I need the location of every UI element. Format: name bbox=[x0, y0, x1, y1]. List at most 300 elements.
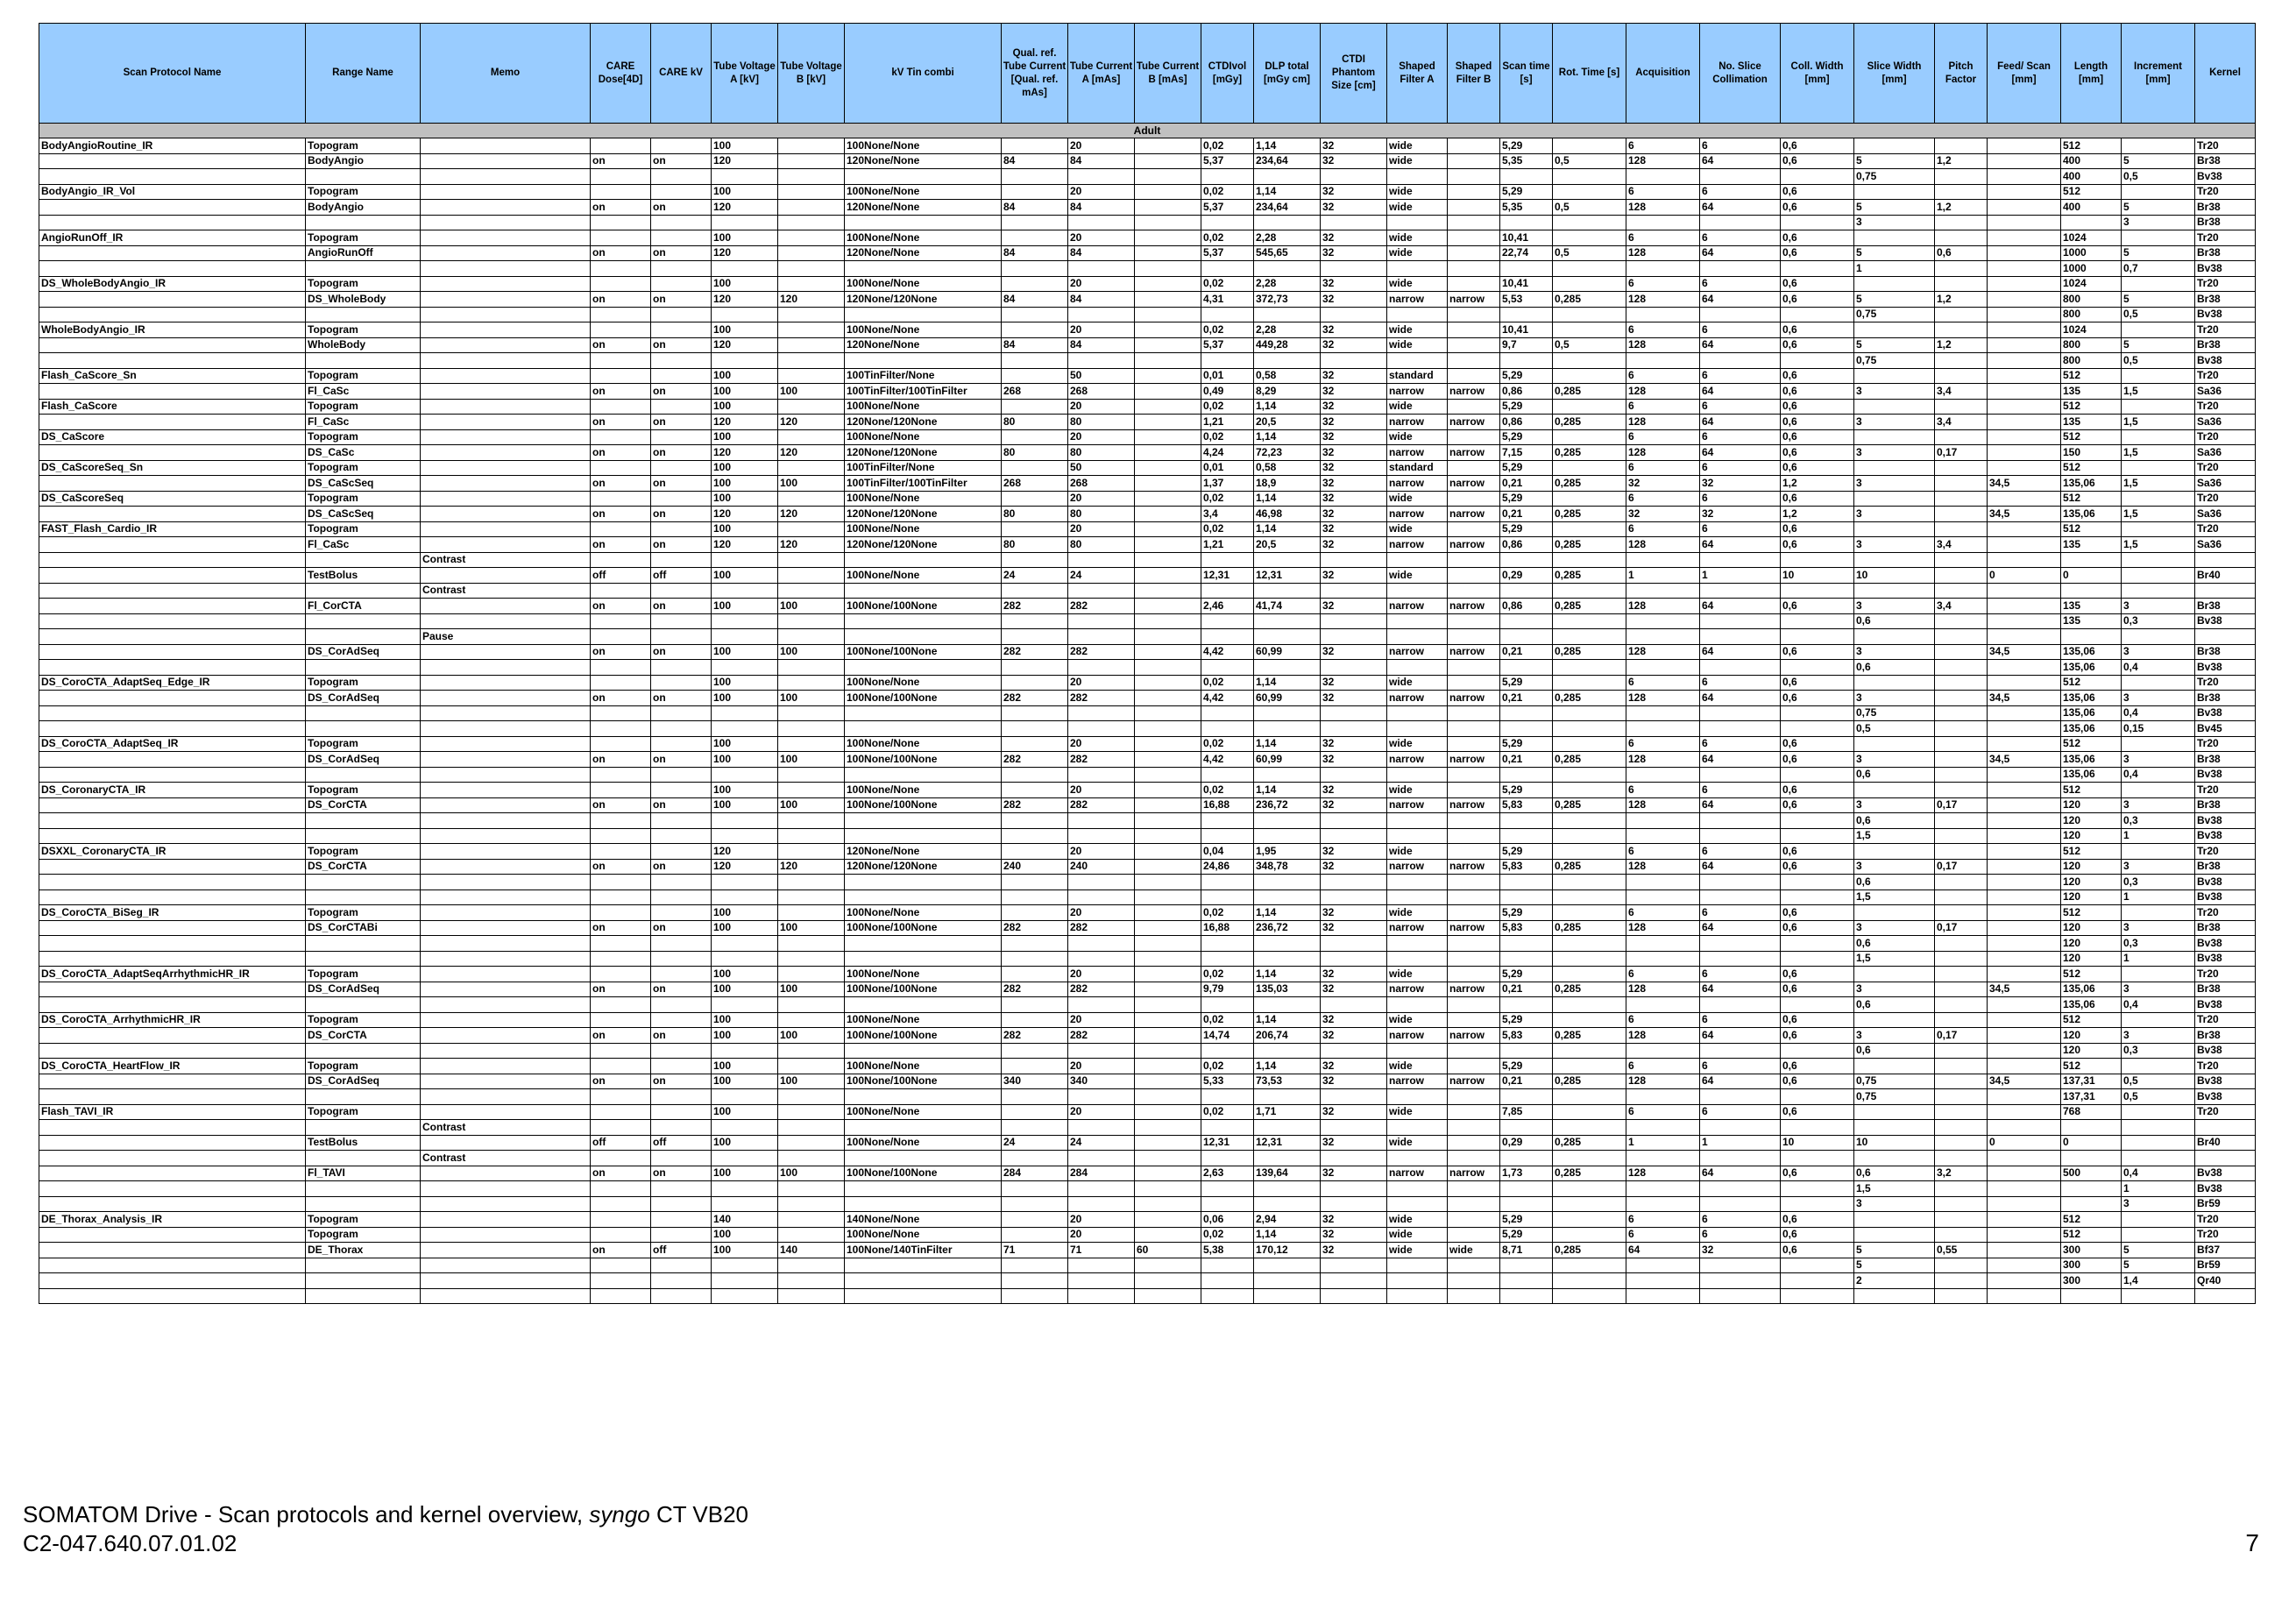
table-cell bbox=[1553, 1059, 1626, 1074]
column-header: Slice Width [mm] bbox=[1854, 24, 1935, 124]
table-cell: 6 bbox=[1700, 230, 1781, 246]
table-cell bbox=[1254, 721, 1321, 737]
table-cell: 100None/None bbox=[845, 967, 1002, 982]
table-cell: on bbox=[591, 1028, 651, 1044]
table-cell: 240 bbox=[1002, 859, 1068, 875]
table-cell: 1,14 bbox=[1254, 138, 1321, 154]
table-cell: 0,285 bbox=[1553, 476, 1626, 492]
table-cell bbox=[1781, 828, 1854, 844]
table-cell: 268 bbox=[1002, 384, 1068, 400]
table-cell bbox=[1068, 629, 1135, 645]
table-cell bbox=[845, 169, 1002, 185]
table-cell bbox=[421, 261, 591, 277]
table-cell: 64 bbox=[1700, 599, 1781, 614]
table-cell: Bv38 bbox=[2195, 936, 2256, 952]
table-cell: 6 bbox=[1626, 276, 1700, 292]
table-cell bbox=[651, 783, 712, 798]
table-cell: 6 bbox=[1700, 460, 1781, 476]
table-cell bbox=[306, 951, 421, 967]
table-cell: wide bbox=[1387, 736, 1448, 752]
table-cell: 6 bbox=[1626, 1059, 1700, 1074]
table-cell: DS_CorAdSeq bbox=[306, 1074, 421, 1089]
table-cell bbox=[1854, 1104, 1935, 1120]
table-cell: 120 bbox=[712, 415, 778, 430]
table-cell bbox=[1201, 828, 1254, 844]
table-cell bbox=[1135, 644, 1201, 660]
table-cell bbox=[591, 675, 651, 691]
table-cell: 120 bbox=[2061, 797, 2122, 813]
table-cell: 0,6 bbox=[1854, 875, 1935, 890]
table-cell bbox=[39, 1181, 306, 1197]
table-cell bbox=[1500, 613, 1553, 629]
table-cell: 32 bbox=[1321, 200, 1387, 216]
table-cell bbox=[306, 1273, 421, 1289]
table-cell: 0,285 bbox=[1553, 445, 1626, 461]
table-row bbox=[39, 169, 2256, 185]
table-cell bbox=[1068, 721, 1135, 737]
table-cell: on bbox=[591, 1166, 651, 1181]
table-cell: 32 bbox=[1321, 245, 1387, 261]
table-cell bbox=[1201, 169, 1254, 185]
table-cell: 100 bbox=[712, 1135, 778, 1151]
table-cell bbox=[39, 752, 306, 768]
table-row bbox=[39, 1181, 2256, 1197]
table-cell bbox=[1935, 828, 1988, 844]
table-cell: Bv38 bbox=[2195, 1074, 2256, 1089]
table-cell bbox=[1988, 583, 2061, 599]
table-cell bbox=[1321, 261, 1387, 277]
table-cell: 512 bbox=[2061, 184, 2122, 200]
table-cell: 24 bbox=[1068, 1135, 1135, 1151]
table-cell bbox=[2122, 429, 2195, 445]
table-cell: 1,5 bbox=[2122, 476, 2195, 492]
table-cell bbox=[1935, 1258, 1988, 1273]
table-cell bbox=[778, 261, 845, 277]
table-cell: 32 bbox=[1321, 797, 1387, 813]
table-cell: Tr20 bbox=[2195, 1212, 2256, 1228]
table-cell bbox=[1988, 1227, 2061, 1243]
table-cell bbox=[1002, 813, 1068, 829]
table-cell bbox=[1781, 215, 1854, 230]
table-cell: 100 bbox=[712, 783, 778, 798]
table-cell bbox=[1448, 813, 1500, 829]
table-cell bbox=[651, 1120, 712, 1136]
table-cell: 135,06 bbox=[2061, 644, 2122, 660]
table-cell: 0,02 bbox=[1201, 521, 1254, 537]
table-cell: Br38 bbox=[2195, 982, 2256, 997]
table-cell bbox=[1135, 445, 1201, 461]
table-cell bbox=[591, 322, 651, 338]
table-cell: Qr40 bbox=[2195, 1273, 2256, 1289]
table-cell bbox=[1254, 1288, 1321, 1304]
table-cell: DS_CorAdSeq bbox=[306, 982, 421, 997]
table-cell: narrow bbox=[1387, 476, 1448, 492]
table-cell bbox=[1988, 1012, 2061, 1028]
table-cell: 120 bbox=[2061, 875, 2122, 890]
table-cell: 32 bbox=[1626, 476, 1700, 492]
table-cell bbox=[591, 1043, 651, 1059]
table-cell: 0,285 bbox=[1553, 859, 1626, 875]
table-cell: wide bbox=[1387, 153, 1448, 169]
table-cell: 5,29 bbox=[1500, 491, 1553, 507]
table-cell: 0,75 bbox=[1854, 307, 1935, 322]
table-cell: DS_CaSc bbox=[306, 445, 421, 461]
table-cell bbox=[1254, 353, 1321, 369]
table-cell bbox=[306, 583, 421, 599]
table-cell bbox=[1135, 1258, 1201, 1273]
table-cell bbox=[421, 1181, 591, 1197]
table-cell bbox=[1988, 292, 2061, 308]
table-cell: 135 bbox=[2061, 384, 2122, 400]
table-cell: Contrast bbox=[421, 1120, 591, 1136]
table-cell bbox=[1935, 875, 1988, 890]
table-cell bbox=[306, 936, 421, 952]
table-row bbox=[39, 675, 2256, 691]
table-cell: BodyAngio_IR_Vol bbox=[39, 184, 306, 200]
table-cell: 100 bbox=[778, 384, 845, 400]
table-cell: 120 bbox=[712, 245, 778, 261]
table-cell: 0,15 bbox=[2122, 721, 2195, 737]
table-cell: 135,06 bbox=[2061, 982, 2122, 997]
table-cell bbox=[2061, 215, 2122, 230]
table-row bbox=[39, 1059, 2256, 1074]
table-cell: wide bbox=[1387, 568, 1448, 584]
table-cell: 2,28 bbox=[1254, 276, 1321, 292]
table-cell: 0,02 bbox=[1201, 1059, 1254, 1074]
table-cell bbox=[39, 1120, 306, 1136]
table-cell: Tr20 bbox=[2195, 1227, 2256, 1243]
table-cell bbox=[1002, 951, 1068, 967]
table-cell: 0,6 bbox=[1781, 752, 1854, 768]
table-cell: DS_CorCTA bbox=[306, 859, 421, 875]
table-cell bbox=[1135, 736, 1201, 752]
table-cell bbox=[591, 261, 651, 277]
table-cell: 1,71 bbox=[1254, 1104, 1321, 1120]
table-cell bbox=[1321, 705, 1387, 721]
table-cell bbox=[39, 215, 306, 230]
table-cell bbox=[2122, 1212, 2195, 1228]
table-cell bbox=[1935, 521, 1988, 537]
table-cell: 1,4 bbox=[2122, 1273, 2195, 1289]
table-cell bbox=[1781, 875, 1854, 890]
table-cell bbox=[1135, 783, 1201, 798]
table-cell bbox=[591, 1196, 651, 1212]
table-cell: 6 bbox=[1700, 905, 1781, 921]
table-cell: 0,6 bbox=[1781, 599, 1854, 614]
table-cell: 128 bbox=[1626, 752, 1700, 768]
table-cell bbox=[1387, 1288, 1448, 1304]
table-cell bbox=[712, 767, 778, 783]
table-cell: 100 bbox=[778, 691, 845, 706]
table-cell bbox=[1988, 951, 2061, 967]
table-cell: Sa36 bbox=[2195, 476, 2256, 492]
table-cell: narrow bbox=[1387, 920, 1448, 936]
table-cell: narrow bbox=[1387, 797, 1448, 813]
table-cell: 150 bbox=[2061, 445, 2122, 461]
table-cell: on bbox=[591, 445, 651, 461]
table-cell: 0,6 bbox=[1854, 936, 1935, 952]
table-cell bbox=[1700, 1258, 1781, 1273]
table-cell bbox=[1448, 1043, 1500, 1059]
table-cell bbox=[306, 1089, 421, 1105]
table-cell: 20 bbox=[1068, 1212, 1135, 1228]
table-cell bbox=[421, 230, 591, 246]
table-cell bbox=[1321, 583, 1387, 599]
table-cell: 0 bbox=[2061, 568, 2122, 584]
table-cell: 10 bbox=[1781, 1135, 1854, 1151]
table-cell: on bbox=[591, 691, 651, 706]
table-cell bbox=[1135, 1151, 1201, 1166]
table-cell: 1,21 bbox=[1201, 537, 1254, 553]
table-cell: 0,6 bbox=[1781, 460, 1854, 476]
table-cell bbox=[1387, 1258, 1448, 1273]
column-header: Tube Voltage B [kV] bbox=[778, 24, 845, 124]
table-cell: 1,73 bbox=[1500, 1166, 1553, 1181]
table-cell bbox=[1781, 1120, 1854, 1136]
table-cell bbox=[1448, 1212, 1500, 1228]
table-cell bbox=[1781, 1288, 1854, 1304]
table-cell: 2 bbox=[1854, 1273, 1935, 1289]
table-cell bbox=[2195, 583, 2256, 599]
table-cell bbox=[712, 613, 778, 629]
table-cell: wide bbox=[1387, 1012, 1448, 1028]
table-cell: 24,86 bbox=[1201, 859, 1254, 875]
table-row bbox=[39, 629, 2256, 645]
table-cell bbox=[1068, 813, 1135, 829]
table-cell: 0,02 bbox=[1201, 429, 1254, 445]
table-cell: 100 bbox=[778, 644, 845, 660]
table-cell bbox=[1002, 844, 1068, 860]
table-cell bbox=[1135, 675, 1201, 691]
section-row bbox=[39, 124, 2256, 138]
table-cell bbox=[1387, 1181, 1448, 1197]
table-cell bbox=[1201, 613, 1254, 629]
table-cell: 3 bbox=[1854, 859, 1935, 875]
table-cell bbox=[651, 1288, 712, 1304]
table-cell bbox=[1448, 844, 1500, 860]
table-cell bbox=[591, 1273, 651, 1289]
table-cell bbox=[1700, 1181, 1781, 1197]
table-cell bbox=[421, 307, 591, 322]
table-cell: 6 bbox=[1700, 736, 1781, 752]
table-cell: on bbox=[651, 292, 712, 308]
table-cell: 0,6 bbox=[1781, 1028, 1854, 1044]
table-cell bbox=[1448, 276, 1500, 292]
table-cell bbox=[591, 460, 651, 476]
table-cell bbox=[1988, 1273, 2061, 1289]
table-cell bbox=[1135, 920, 1201, 936]
table-cell bbox=[1321, 1043, 1387, 1059]
table-cell bbox=[845, 1196, 1002, 1212]
table-cell bbox=[1854, 322, 1935, 338]
table-cell bbox=[1626, 583, 1700, 599]
table-cell: 284 bbox=[1002, 1166, 1068, 1181]
table-cell: BodyAngio bbox=[306, 200, 421, 216]
table-cell: 100None/None bbox=[845, 783, 1002, 798]
table-cell bbox=[1935, 660, 1988, 676]
table-cell bbox=[1068, 169, 1135, 185]
table-cell: 100 bbox=[712, 476, 778, 492]
table-cell: 32 bbox=[1321, 153, 1387, 169]
table-cell: 6 bbox=[1626, 1104, 1700, 1120]
table-cell bbox=[1448, 936, 1500, 952]
table-cell bbox=[421, 337, 591, 353]
table-cell bbox=[1935, 967, 1988, 982]
table-row bbox=[39, 1043, 2256, 1059]
table-cell bbox=[1854, 736, 1935, 752]
table-cell bbox=[2061, 1288, 2122, 1304]
table-cell: 6 bbox=[1626, 1212, 1700, 1228]
table-cell bbox=[1935, 184, 1988, 200]
table-cell bbox=[2122, 629, 2195, 645]
table-cell bbox=[1626, 721, 1700, 737]
table-cell: 400 bbox=[2061, 169, 2122, 185]
table-cell bbox=[845, 721, 1002, 737]
table-cell bbox=[39, 1166, 306, 1181]
table-cell bbox=[1854, 1120, 1935, 1136]
table-cell bbox=[651, 1012, 712, 1028]
table-cell: 80 bbox=[1002, 445, 1068, 461]
table-row bbox=[39, 399, 2256, 415]
table-cell: 128 bbox=[1626, 200, 1700, 216]
table-cell: 100 bbox=[778, 476, 845, 492]
table-cell bbox=[421, 691, 591, 706]
table-cell: narrow bbox=[1448, 920, 1500, 936]
table-row bbox=[39, 813, 2256, 829]
table-cell: 3 bbox=[2122, 920, 2195, 936]
table-cell bbox=[1988, 1151, 2061, 1166]
table-cell bbox=[1254, 261, 1321, 277]
table-cell bbox=[1988, 368, 2061, 384]
table-cell bbox=[1135, 997, 1201, 1013]
table-cell bbox=[1448, 660, 1500, 676]
table-cell bbox=[1068, 1196, 1135, 1212]
table-cell: 100 bbox=[712, 797, 778, 813]
table-cell bbox=[306, 353, 421, 369]
table-cell bbox=[421, 967, 591, 982]
table-cell bbox=[1448, 951, 1500, 967]
table-cell: 3 bbox=[1854, 384, 1935, 400]
table-cell: 20 bbox=[1068, 429, 1135, 445]
table-cell bbox=[2122, 521, 2195, 537]
table-cell: 32 bbox=[1321, 460, 1387, 476]
table-cell: 0,285 bbox=[1553, 644, 1626, 660]
table-cell bbox=[1935, 705, 1988, 721]
table-cell bbox=[1002, 828, 1068, 844]
table-cell: 1,2 bbox=[1935, 292, 1988, 308]
table-cell: 100None/None bbox=[845, 1135, 1002, 1151]
table-cell bbox=[421, 460, 591, 476]
table-cell: 0 bbox=[1988, 568, 2061, 584]
table-cell bbox=[1135, 752, 1201, 768]
table-cell bbox=[1500, 721, 1553, 737]
table-cell: Bv38 bbox=[2195, 307, 2256, 322]
table-cell: 120None/120None bbox=[845, 445, 1002, 461]
table-cell bbox=[1068, 1089, 1135, 1105]
table-cell bbox=[39, 599, 306, 614]
table-cell bbox=[778, 399, 845, 415]
table-cell bbox=[1935, 429, 1988, 445]
table-cell bbox=[39, 705, 306, 721]
table-cell bbox=[1387, 660, 1448, 676]
table-cell bbox=[845, 353, 1002, 369]
table-cell bbox=[1201, 552, 1254, 568]
table-cell bbox=[1854, 1151, 1935, 1166]
table-cell bbox=[2061, 1196, 2122, 1212]
table-cell: Bv38 bbox=[2195, 169, 2256, 185]
table-cell: 100 bbox=[712, 905, 778, 921]
table-cell: Topogram bbox=[306, 399, 421, 415]
table-cell: 6 bbox=[1626, 736, 1700, 752]
table-cell bbox=[712, 705, 778, 721]
table-cell bbox=[1935, 491, 1988, 507]
table-cell: 10,41 bbox=[1500, 276, 1553, 292]
table-cell: 135,06 bbox=[2061, 997, 2122, 1013]
table-cell bbox=[778, 307, 845, 322]
table-cell: 32 bbox=[1321, 292, 1387, 308]
table-cell: 282 bbox=[1068, 691, 1135, 706]
table-cell bbox=[1002, 521, 1068, 537]
table-cell bbox=[1988, 491, 2061, 507]
table-cell bbox=[39, 797, 306, 813]
table-cell bbox=[1500, 261, 1553, 277]
table-row bbox=[39, 445, 2256, 461]
table-cell bbox=[1321, 1288, 1387, 1304]
table-row bbox=[39, 568, 2256, 584]
table-cell bbox=[1321, 613, 1387, 629]
table-cell: 0,285 bbox=[1553, 537, 1626, 553]
table-cell: 32 bbox=[1321, 537, 1387, 553]
table-cell bbox=[1201, 767, 1254, 783]
table-cell: narrow bbox=[1387, 644, 1448, 660]
table-cell bbox=[651, 629, 712, 645]
table-cell: 5 bbox=[1854, 1243, 1935, 1258]
table-cell bbox=[1002, 1043, 1068, 1059]
table-cell: 24 bbox=[1068, 568, 1135, 584]
table-cell bbox=[1387, 875, 1448, 890]
table-cell: 0,6 bbox=[1854, 997, 1935, 1013]
table-cell bbox=[1254, 1273, 1321, 1289]
column-header: Scan time [s] bbox=[1500, 24, 1553, 124]
table-cell bbox=[1135, 1135, 1201, 1151]
table-cell bbox=[39, 1258, 306, 1273]
table-cell: 282 bbox=[1002, 1028, 1068, 1044]
table-cell bbox=[1500, 997, 1553, 1013]
table-cell bbox=[1002, 399, 1068, 415]
table-cell: 5,29 bbox=[1500, 967, 1553, 982]
table-cell: 0,4 bbox=[2122, 705, 2195, 721]
table-cell bbox=[421, 660, 591, 676]
table-cell bbox=[1254, 660, 1321, 676]
table-cell: Bv38 bbox=[2195, 705, 2256, 721]
table-cell: 0,6 bbox=[1781, 184, 1854, 200]
table-row bbox=[39, 552, 2256, 568]
table-cell bbox=[1500, 1151, 1553, 1166]
table-cell bbox=[2122, 184, 2195, 200]
table-cell: 0,17 bbox=[1935, 859, 1988, 875]
table-cell: 100 bbox=[712, 1243, 778, 1258]
table-cell bbox=[1553, 629, 1626, 645]
table-cell bbox=[306, 261, 421, 277]
table-row bbox=[39, 292, 2256, 308]
table-cell: 0,6 bbox=[1781, 1059, 1854, 1074]
table-cell bbox=[1135, 844, 1201, 860]
table-cell: 20 bbox=[1068, 844, 1135, 860]
table-cell bbox=[421, 997, 591, 1013]
table-cell bbox=[651, 736, 712, 752]
table-cell bbox=[591, 889, 651, 905]
table-cell: 6 bbox=[1700, 967, 1781, 982]
